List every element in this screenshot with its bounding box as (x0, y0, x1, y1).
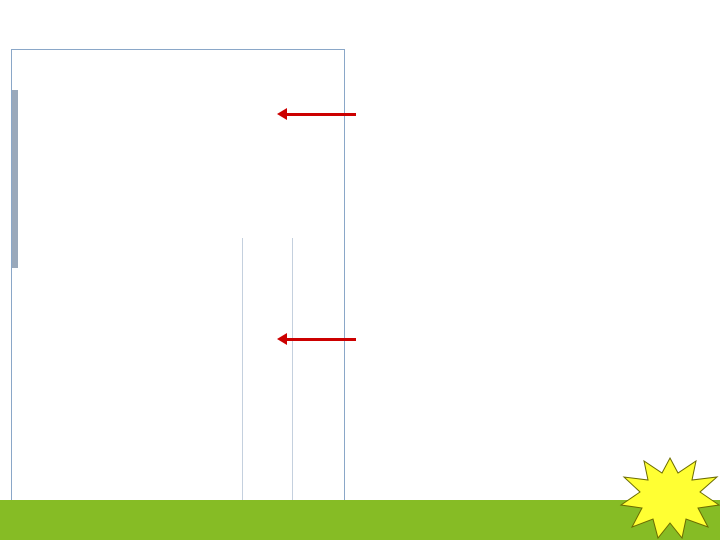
grid-line (292, 238, 293, 525)
arrow-screener-pointer (286, 113, 356, 116)
panel-header (12, 50, 344, 71)
starburst-icon (618, 455, 720, 540)
print-test-panel (11, 49, 345, 525)
grid-line (242, 238, 243, 525)
panel-stripe (12, 90, 18, 268)
arrow-test-pointer (286, 338, 356, 341)
footer-bar (0, 500, 720, 540)
